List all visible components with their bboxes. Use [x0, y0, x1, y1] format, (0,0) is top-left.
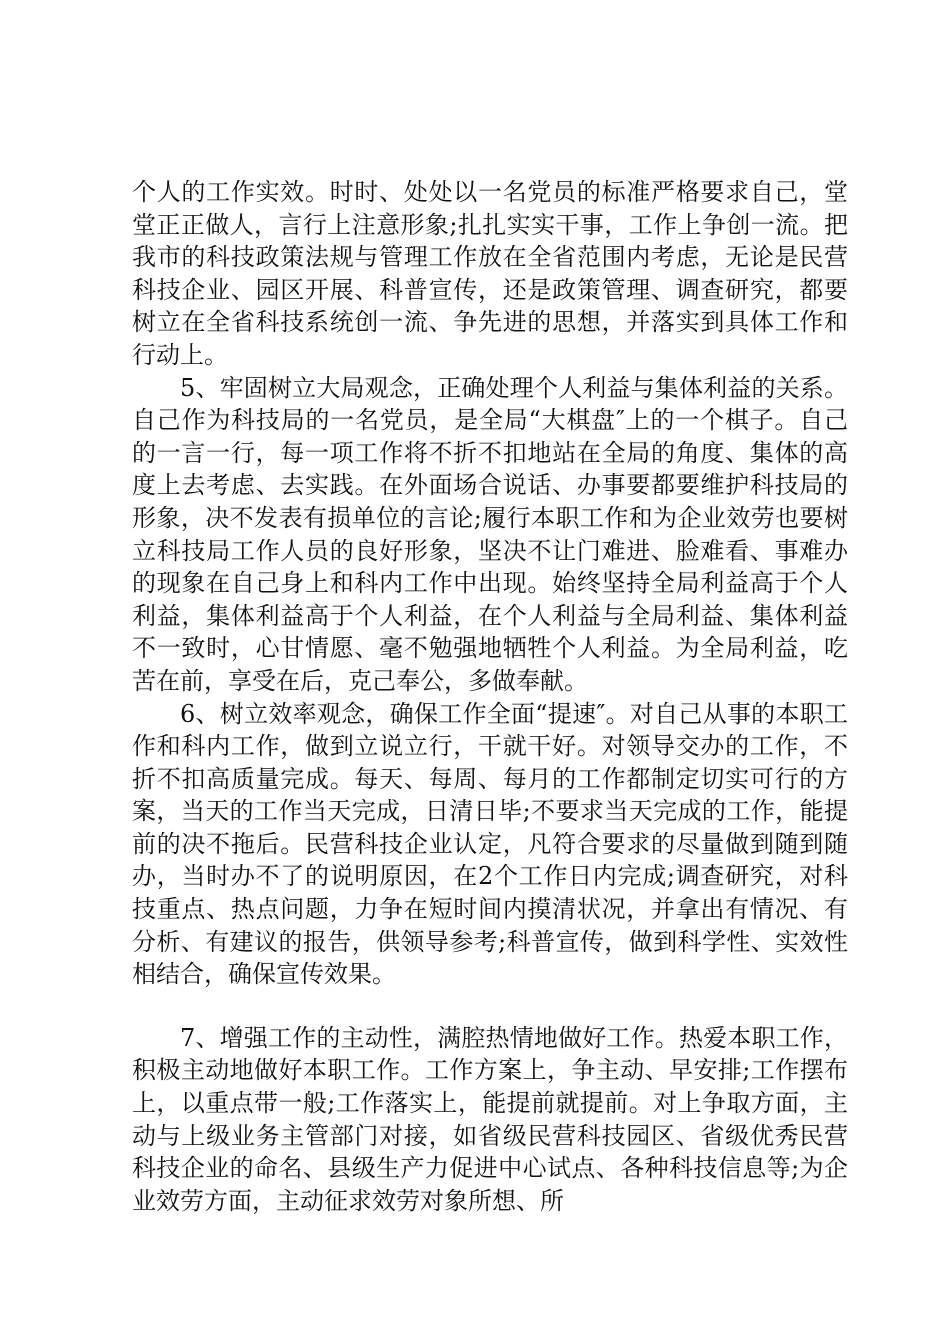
document-body [132, 176, 848, 1217]
paragraph-5: 5、牢固树立大局观念，正确处理个人利益与集体利益的关系。自己作为科技局的一名党员，是全局“大棋盘″上的一个棋子。自己的一言一行，每一项工作将不折不扣地站在全局的角度、集体的高度上去考虑、去实践。在外面场合说话、办事要都要维护科技局的形象，决不发表有损单位的言论;履行本职工作和为企业效劳也要树立科技局工作人员的良好形象，坚决不让门难进、脸难看、事难办的现象在自己身上和科内工作中出现。始终坚持全局利益高于个人利益，集体利益高于个人利益，在个人利益与全局利益、集体利益不一致时，心甘情愿、毫不勉强地牺牲个人利益。为全局利益，吃苦在前，享受在后，克己奉公，多做奉献。 [132, 373, 848, 695]
paragraph-6: 6、树立效率观念，确保工作全面“提速″。对自己从事的本职工作和科内工作，做到立说立行，干就干好。对领导交办的工作，不折不扣高质量完成。每天、每周、每月的工作都制定切实可行的方案，当天的工作当天完成，日清日毕;不要求当天完成的工作，能提前的决不拖后。民营科技企业认定，凡符合要求的尽量做到随到随办，当时办不了的说明原因，在2个工作日内完成;调查研究，对科技重点、热点问题，力争在短时间内摸清状况，并拿出有情况、有分析、有建议的报告，供领导参考;科普宣传，做到科学性、实效性相结合，确保宣传效果。 [132, 699, 848, 989]
paragraph-continued: 个人的工作实效。时时、处处以一名党员的标准严格要求自己，堂堂正正做人，言行上注意形象;扎扎实实干事，工作上争创一流。把我市的科技政策法规与管理工作放在全省范围内考虑，无论是民营科技企业、园区开展、科普宣传，还是政策管理、调查研究，都要树立在全省科技系统创一流、争先进的思想，并落实到具体工作和行动上。 [132, 178, 848, 369]
paragraph-7: 7、增强工作的主动性，满腔热情地做好工作。热爱本职工作，积极主动地做好本职工作。工作方案上，争主动、早安排;工作摆布上，以重点带一般;工作落实上，能提前就提前。对上争取方面，主动与上级业务主管部门对接，如省级民营科技园区、省级优秀民营科技企业的命名、县级生产力促进中心试点、各种科技信息等;为企业效劳方面，主动征求效劳对象所想、所 [132, 1023, 848, 1215]
